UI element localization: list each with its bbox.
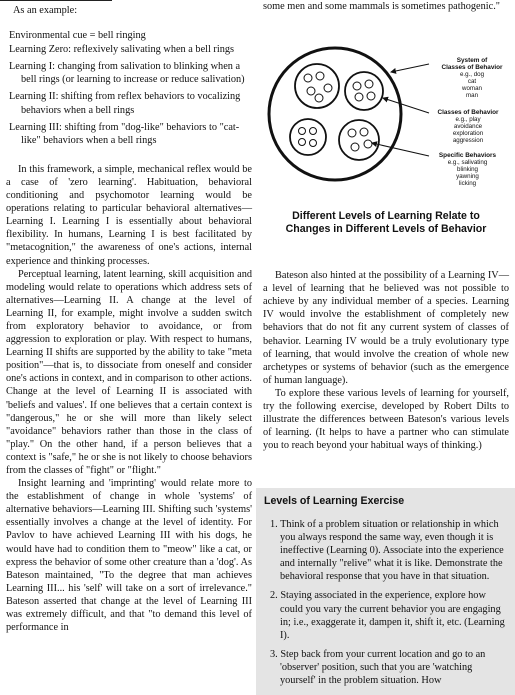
example-list — [9, 29, 252, 147]
exercise-title: Levels of Learning Exercise — [264, 495, 405, 507]
body-paragraph: Perceptual learning, latent learning, skill acquisition and modeling would relate to operations which address sets of alternatives—Learning II. A change at the level of Learning II, for example, might involve a sudden switch from exploratory behavior to avoidance, or from aggression to exploration or play. With respect to humans, Learning II shifts are supported by the ability to take "meta position"—that is, to dissociate from oneself and consider one's actions in context, and in comparison to other actions. Change at the level of Learning II is associated with 'beliefs and values'. If one believes that a certain context is "dangerous," he or she will more than likely select "avoidance" behaviors rather than those in the class of "play." On the other hand, if a person believes that a context is "safe," he or she is not likely to choose behaviors from the classes of "fight" or "flight." — [6, 268, 252, 476]
example-item: Learning III: shifting from "dog-like" behaviors to "cat-like" behaviors when a bell rings — [9, 121, 240, 146]
specific-behavior-circles — [299, 72, 376, 151]
body-paragraph: In this framework, a simple, mechanical reflex would be a case of 'zero learning'. Habituation, behavioral conditioning and psychomotor learning would be operations relating to particular behavioral alternatives—Learning I. Learning I is essentially about behavioral flexibility. In humans, Learning I is best facilitated by "metacognition," the awareness of one's actions, internal experience and thinking processes. — [6, 163, 252, 267]
right-body — [263, 269, 509, 452]
exercise-step: 1. Think of a problem situation or relationship in which you always respond the same way, even though it is ineffective (Learning 0). Associate into the experience and internally "relive" what it is like. Demonstrate the behavioral response that you have in that situation. — [270, 519, 504, 583]
left-column — [6, 0, 252, 634]
exercise-step: 3. Step back from your current location and go to an 'observer' position, such that you are 'watching yourself' in the problem situation. How — [270, 648, 486, 687]
figure-caption: Different Levels of Learning Relate to Changes in Different Levels of Behavior — [285, 210, 487, 236]
example-item: Environmental cue = bell ringing — [9, 30, 146, 42]
example-item: Learning II: shifting from reflex behaviors to vocalizing behaviors when a bell rings — [9, 91, 241, 116]
exercise-steps — [270, 518, 507, 693]
exercise-step: 2. Staying associated in the experience, explore how could you vary the current behavior you are engaging in; i.e., exaggerate it, dampen it, shift it, etc. (Learning I). — [270, 590, 505, 641]
class-circle — [339, 120, 379, 160]
quote-continuation: some men and some mammals is sometimes pathogenic." — [263, 1, 500, 12]
example-intro: As an example: — [13, 5, 78, 16]
specific-pointer — [372, 143, 429, 156]
levels-figure — [263, 34, 509, 196]
system-circle — [269, 48, 401, 180]
class-circle — [290, 119, 326, 155]
classes-pointer — [383, 98, 429, 113]
body-paragraph: Bateson also hinted at the possibility of a Learning IV—a level of learning that he believed was not possible to achieve by any individual member of a species. Learning IV would involve the establishment of completely new behaviors that do not fit any current system of classes of behavior. Learning IV would be a truly evolutionary type of learning, that would involve the creation of whole new archetypes or systems of behavior (such as the emergence of human language). — [263, 270, 509, 386]
specific-label: Specific Behaviors e.g., salivating blinking yawning licking — [438, 152, 497, 188]
body-paragraph: Insight learning and 'imprinting' would relate more to the establishment of change in whole 'systems' of alternative behaviors—Learning III. Shifting such 'systems' essentially involves a change at the level of identity. For Pavlov to have achieved Learning III with his dogs, he would have had to condition them to "meow" like a cat, or express the behavior of some other creature than a 'dog'. As Bateson maintained, "To the degree that man achieves Learning III... his 'self' will take on a sort of irrelevance." Bateson asserted that change at the level of Learning III was extremely difficult, and that "to demand this level of performance in — [6, 478, 252, 634]
example-item: Learning Zero: reflexively salivating when a bell rings — [9, 44, 235, 56]
exercise-box — [256, 488, 515, 695]
body-paragraph: To explore these various levels of learning for yourself, try the following exercise, developed by Robert Dilts to illustrate the differences between Bateson's various levels of learning. (It helps to have a partner who can stimulate you to reach beyond your habitual ways of thinking.) — [263, 387, 509, 452]
class-circle — [345, 72, 383, 110]
system-label: System of Classes of Behavior e.g., dog cat woman man — [441, 57, 503, 100]
classes-label: Classes of Behavior e.g., play avoidance exploration aggression — [437, 109, 499, 145]
right-column — [263, 0, 509, 452]
system-pointer — [391, 64, 429, 72]
example-item: Learning I: changing from salivation to blinking when a bell rings (or learning to increase or reduce salivation) — [9, 61, 245, 86]
